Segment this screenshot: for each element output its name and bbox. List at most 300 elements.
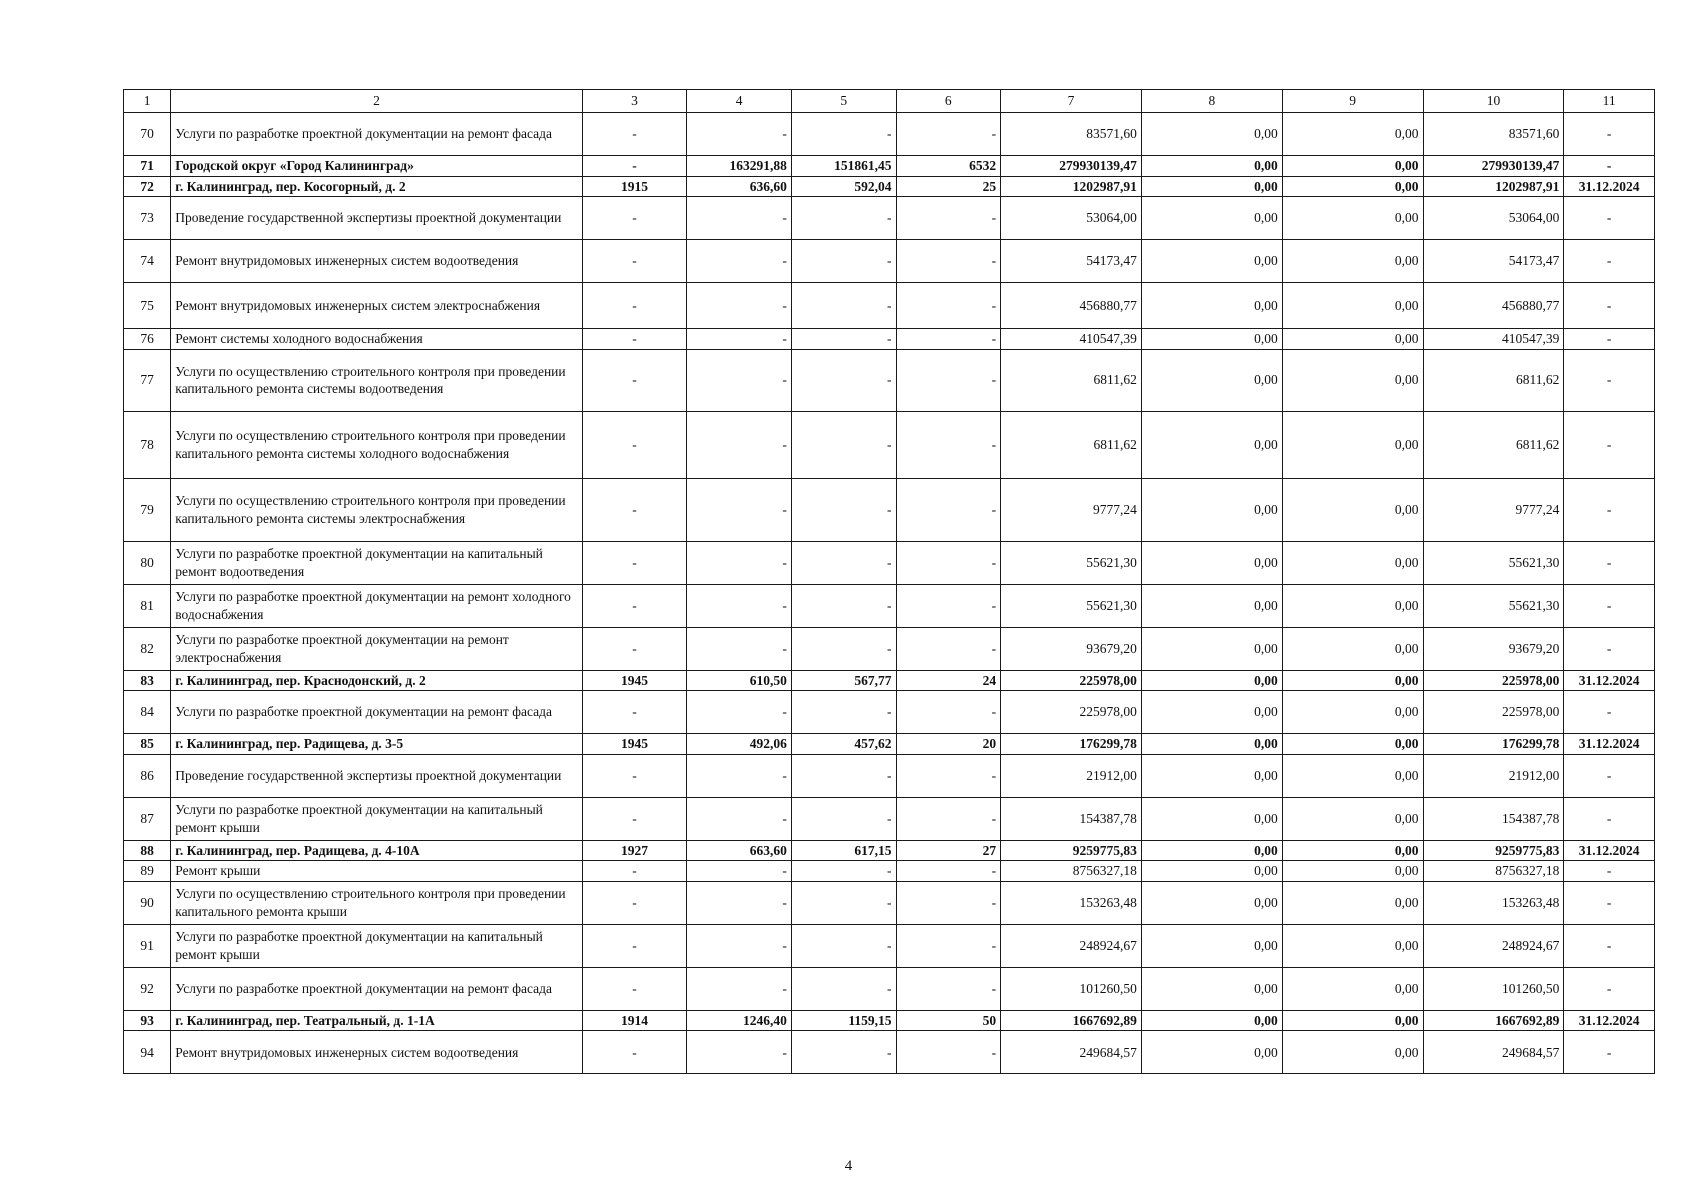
col5-cell: - <box>791 754 896 797</box>
col6-cell: 50 <box>896 1010 1001 1031</box>
col6-cell: - <box>896 240 1001 283</box>
col7-cell: 55621,30 <box>1001 584 1142 627</box>
table-row <box>124 1031 1655 1074</box>
row-number-cell: 90 <box>124 881 171 924</box>
date-cell: - <box>1564 797 1655 840</box>
description-cell: Услуги по осуществлению строительного контроля при проведении капитального ремонта системы водоотведения <box>171 349 582 411</box>
col6-cell: 20 <box>896 734 1001 755</box>
col9-cell: 0,00 <box>1282 584 1423 627</box>
table-row <box>124 176 1655 197</box>
col5-cell: - <box>791 113 896 156</box>
col5-cell: - <box>791 691 896 734</box>
description-cell: Ремонт системы холодного водоснабжения <box>171 329 582 350</box>
date-cell: - <box>1564 691 1655 734</box>
header-cell: 5 <box>791 90 896 113</box>
col7-cell: 249684,57 <box>1001 1031 1142 1074</box>
col7-cell: 279930139,47 <box>1001 156 1142 177</box>
col8-cell: 0,00 <box>1141 541 1282 584</box>
col6-cell: - <box>896 349 1001 411</box>
col10-cell: 225978,00 <box>1423 691 1564 734</box>
col5-cell: - <box>791 329 896 350</box>
col5-cell: - <box>791 924 896 967</box>
description-cell: Проведение государственной экспертизы проектной документации <box>171 754 582 797</box>
year-cell: 1945 <box>582 734 687 755</box>
col4-cell: - <box>687 691 792 734</box>
table-row <box>124 156 1655 177</box>
col5-cell: - <box>791 541 896 584</box>
col6-cell: - <box>896 197 1001 240</box>
col9-cell: 0,00 <box>1282 734 1423 755</box>
col7-cell: 6811,62 <box>1001 411 1142 478</box>
col8-cell: 0,00 <box>1141 1010 1282 1031</box>
description-cell: Услуги по осуществлению строительного контроля при проведении капитального ремонта крыши <box>171 881 582 924</box>
col6-cell: - <box>896 411 1001 478</box>
col10-cell: 9777,24 <box>1423 478 1564 541</box>
col5-cell: 567,77 <box>791 670 896 691</box>
date-cell: - <box>1564 411 1655 478</box>
col6-cell: - <box>896 861 1001 882</box>
col6-cell: - <box>896 691 1001 734</box>
table-row <box>124 924 1655 967</box>
col4-cell: - <box>687 627 792 670</box>
description-cell: г. Калининград, пер. Радищева, д. 4-10А <box>171 840 582 861</box>
description-cell: Услуги по осуществлению строительного контроля при проведении капитального ремонта системы холодного водоснабжения <box>171 411 582 478</box>
table-row <box>124 967 1655 1010</box>
row-number-cell: 78 <box>124 411 171 478</box>
date-cell: - <box>1564 283 1655 329</box>
col6-cell: - <box>896 754 1001 797</box>
col8-cell: 0,00 <box>1141 349 1282 411</box>
col7-cell: 9259775,83 <box>1001 840 1142 861</box>
col10-cell: 21912,00 <box>1423 754 1564 797</box>
date-cell: - <box>1564 627 1655 670</box>
col9-cell: 0,00 <box>1282 349 1423 411</box>
col6-cell: - <box>896 113 1001 156</box>
year-cell: 1927 <box>582 840 687 861</box>
col8-cell: 0,00 <box>1141 1031 1282 1074</box>
col5-cell: 617,15 <box>791 840 896 861</box>
col10-cell: 6811,62 <box>1423 411 1564 478</box>
row-number-cell: 92 <box>124 967 171 1010</box>
row-number-cell: 83 <box>124 670 171 691</box>
col8-cell: 0,00 <box>1141 840 1282 861</box>
col10-cell: 93679,20 <box>1423 627 1564 670</box>
col9-cell: 0,00 <box>1282 176 1423 197</box>
col4-cell: - <box>687 881 792 924</box>
col8-cell: 0,00 <box>1141 176 1282 197</box>
col10-cell: 279930139,47 <box>1423 156 1564 177</box>
year-cell: - <box>582 754 687 797</box>
year-cell: - <box>582 881 687 924</box>
col10-cell: 225978,00 <box>1423 670 1564 691</box>
col5-cell: - <box>791 478 896 541</box>
col4-cell: - <box>687 197 792 240</box>
table-row <box>124 861 1655 882</box>
col7-cell: 153263,48 <box>1001 881 1142 924</box>
col7-cell: 53064,00 <box>1001 197 1142 240</box>
col7-cell: 55621,30 <box>1001 541 1142 584</box>
col5-cell: - <box>791 797 896 840</box>
table-row <box>124 240 1655 283</box>
row-number-cell: 89 <box>124 861 171 882</box>
col6-cell: 25 <box>896 176 1001 197</box>
year-cell: 1945 <box>582 670 687 691</box>
col4-cell: - <box>687 349 792 411</box>
col6-cell: - <box>896 797 1001 840</box>
col5-cell: 457,62 <box>791 734 896 755</box>
col9-cell: 0,00 <box>1282 691 1423 734</box>
year-cell: 1915 <box>582 176 687 197</box>
col7-cell: 410547,39 <box>1001 329 1142 350</box>
col5-cell: 151861,45 <box>791 156 896 177</box>
table-row <box>124 349 1655 411</box>
description-cell: Ремонт внутридомовых инженерных систем электроснабжения <box>171 283 582 329</box>
col8-cell: 0,00 <box>1141 754 1282 797</box>
table-row <box>124 197 1655 240</box>
col6-cell: 24 <box>896 670 1001 691</box>
col4-cell: - <box>687 478 792 541</box>
col9-cell: 0,00 <box>1282 861 1423 882</box>
header-cell: 4 <box>687 90 792 113</box>
header-cell: 3 <box>582 90 687 113</box>
table-row <box>124 329 1655 350</box>
header-cell: 6 <box>896 90 1001 113</box>
col10-cell: 1667692,89 <box>1423 1010 1564 1031</box>
header-cell: 10 <box>1423 90 1564 113</box>
date-cell: - <box>1564 1031 1655 1074</box>
col4-cell: - <box>687 283 792 329</box>
col5-cell: 592,04 <box>791 176 896 197</box>
col4-cell: - <box>687 329 792 350</box>
col4-cell: 610,50 <box>687 670 792 691</box>
col10-cell: 53064,00 <box>1423 197 1564 240</box>
table-row <box>124 734 1655 755</box>
date-cell: 31.12.2024 <box>1564 734 1655 755</box>
date-cell: 31.12.2024 <box>1564 840 1655 861</box>
description-cell: Ремонт крыши <box>171 861 582 882</box>
row-number-cell: 91 <box>124 924 171 967</box>
description-cell: Услуги по осуществлению строительного контроля при проведении капитального ремонта системы электроснабжения <box>171 478 582 541</box>
col4-cell: 636,60 <box>687 176 792 197</box>
col9-cell: 0,00 <box>1282 197 1423 240</box>
col10-cell: 6811,62 <box>1423 349 1564 411</box>
table-row <box>124 881 1655 924</box>
col8-cell: 0,00 <box>1141 197 1282 240</box>
data-table <box>123 89 1655 1074</box>
col9-cell: 0,00 <box>1282 329 1423 350</box>
description-cell: Услуги по разработке проектной документации на капитальный ремонт водоотведения <box>171 541 582 584</box>
description-cell: Городской округ «Город Калининград» <box>171 156 582 177</box>
year-cell: - <box>582 691 687 734</box>
description-cell: г. Калининград, пер. Краснодонский, д. 2 <box>171 670 582 691</box>
date-cell: - <box>1564 156 1655 177</box>
description-cell: г. Калининград, пер. Радищева, д. 3-5 <box>171 734 582 755</box>
table-row <box>124 797 1655 840</box>
col9-cell: 0,00 <box>1282 670 1423 691</box>
table-row <box>124 840 1655 861</box>
col10-cell: 153263,48 <box>1423 881 1564 924</box>
description-cell: Услуги по разработке проектной документации на капитальный ремонт крыши <box>171 924 582 967</box>
col6-cell: - <box>896 881 1001 924</box>
col6-cell: - <box>896 924 1001 967</box>
col7-cell: 456880,77 <box>1001 283 1142 329</box>
col8-cell: 0,00 <box>1141 734 1282 755</box>
col8-cell: 0,00 <box>1141 797 1282 840</box>
col6-cell: - <box>896 584 1001 627</box>
row-number-cell: 77 <box>124 349 171 411</box>
year-cell: - <box>582 584 687 627</box>
col6-cell: 6532 <box>896 156 1001 177</box>
header-cell: 1 <box>124 90 171 113</box>
date-cell: - <box>1564 861 1655 882</box>
header-cell: 11 <box>1564 90 1655 113</box>
col10-cell: 54173,47 <box>1423 240 1564 283</box>
table-row <box>124 584 1655 627</box>
year-cell: - <box>582 967 687 1010</box>
col9-cell: 0,00 <box>1282 881 1423 924</box>
description-cell: Услуги по разработке проектной документации на ремонт фасада <box>171 691 582 734</box>
description-cell: Услуги по разработке проектной документации на ремонт фасада <box>171 113 582 156</box>
row-number-cell: 71 <box>124 156 171 177</box>
date-cell: - <box>1564 754 1655 797</box>
row-number-cell: 85 <box>124 734 171 755</box>
description-cell: Услуги по разработке проектной документации на капитальный ремонт крыши <box>171 797 582 840</box>
col8-cell: 0,00 <box>1141 584 1282 627</box>
col10-cell: 8756327,18 <box>1423 861 1564 882</box>
header-cell: 7 <box>1001 90 1142 113</box>
col6-cell: 27 <box>896 840 1001 861</box>
date-cell: 31.12.2024 <box>1564 1010 1655 1031</box>
year-cell: 1914 <box>582 1010 687 1031</box>
table-row <box>124 670 1655 691</box>
col10-cell: 410547,39 <box>1423 329 1564 350</box>
col10-cell: 9259775,83 <box>1423 840 1564 861</box>
col6-cell: - <box>896 541 1001 584</box>
date-cell: - <box>1564 240 1655 283</box>
col6-cell: - <box>896 478 1001 541</box>
description-cell: Проведение государственной экспертизы проектной документации <box>171 197 582 240</box>
table-row <box>124 283 1655 329</box>
date-cell: - <box>1564 924 1655 967</box>
col8-cell: 0,00 <box>1141 156 1282 177</box>
description-cell: Услуги по разработке проектной документации на ремонт холодного водоснабжения <box>171 584 582 627</box>
col6-cell: - <box>896 1031 1001 1074</box>
table-row <box>124 627 1655 670</box>
col6-cell: - <box>896 967 1001 1010</box>
table-row <box>124 541 1655 584</box>
page-number: 4 <box>844 1158 853 1174</box>
date-cell: - <box>1564 478 1655 541</box>
date-cell: 31.12.2024 <box>1564 176 1655 197</box>
description-cell: г. Калининград, пер. Косогорный, д. 2 <box>171 176 582 197</box>
description-cell: Ремонт внутридомовых инженерных систем водоотведения <box>171 240 582 283</box>
col7-cell: 83571,60 <box>1001 113 1142 156</box>
year-cell: - <box>582 861 687 882</box>
col10-cell: 55621,30 <box>1423 584 1564 627</box>
col7-cell: 248924,67 <box>1001 924 1142 967</box>
year-cell: - <box>582 197 687 240</box>
year-cell: - <box>582 329 687 350</box>
col4-cell: 663,60 <box>687 840 792 861</box>
row-number-cell: 88 <box>124 840 171 861</box>
col7-cell: 6811,62 <box>1001 349 1142 411</box>
col5-cell: - <box>791 861 896 882</box>
table-row <box>124 691 1655 734</box>
col4-cell: - <box>687 967 792 1010</box>
date-cell: - <box>1564 584 1655 627</box>
col7-cell: 1202987,91 <box>1001 176 1142 197</box>
col9-cell: 0,00 <box>1282 1031 1423 1074</box>
row-number-cell: 76 <box>124 329 171 350</box>
row-number-cell: 94 <box>124 1031 171 1074</box>
col4-cell: - <box>687 797 792 840</box>
col5-cell: - <box>791 1031 896 1074</box>
year-cell: - <box>582 541 687 584</box>
col10-cell: 1202987,91 <box>1423 176 1564 197</box>
column-number-header-row <box>124 90 1655 113</box>
col8-cell: 0,00 <box>1141 283 1282 329</box>
col8-cell: 0,00 <box>1141 411 1282 478</box>
col4-cell: - <box>687 1031 792 1074</box>
table-row <box>124 411 1655 478</box>
row-number-cell: 72 <box>124 176 171 197</box>
col4-cell: - <box>687 113 792 156</box>
col7-cell: 9777,24 <box>1001 478 1142 541</box>
row-number-cell: 79 <box>124 478 171 541</box>
row-number-cell: 93 <box>124 1010 171 1031</box>
col10-cell: 154387,78 <box>1423 797 1564 840</box>
row-number-cell: 74 <box>124 240 171 283</box>
col8-cell: 0,00 <box>1141 861 1282 882</box>
col9-cell: 0,00 <box>1282 840 1423 861</box>
col4-cell: - <box>687 240 792 283</box>
col4-cell: - <box>687 584 792 627</box>
col8-cell: 0,00 <box>1141 967 1282 1010</box>
col9-cell: 0,00 <box>1282 797 1423 840</box>
row-number-cell: 70 <box>124 113 171 156</box>
col9-cell: 0,00 <box>1282 156 1423 177</box>
col9-cell: 0,00 <box>1282 411 1423 478</box>
col9-cell: 0,00 <box>1282 541 1423 584</box>
col5-cell: 1159,15 <box>791 1010 896 1031</box>
row-number-cell: 82 <box>124 627 171 670</box>
col5-cell: - <box>791 197 896 240</box>
col7-cell: 1667692,89 <box>1001 1010 1142 1031</box>
date-cell: - <box>1564 329 1655 350</box>
header-cell: 9 <box>1282 90 1423 113</box>
year-cell: - <box>582 478 687 541</box>
col5-cell: - <box>791 240 896 283</box>
col9-cell: 0,00 <box>1282 627 1423 670</box>
year-cell: - <box>582 924 687 967</box>
col6-cell: - <box>896 283 1001 329</box>
header-cell: 2 <box>171 90 582 113</box>
col9-cell: 0,00 <box>1282 113 1423 156</box>
col8-cell: 0,00 <box>1141 478 1282 541</box>
col5-cell: - <box>791 411 896 478</box>
row-number-cell: 87 <box>124 797 171 840</box>
col5-cell: - <box>791 967 896 1010</box>
col10-cell: 456880,77 <box>1423 283 1564 329</box>
date-cell: - <box>1564 113 1655 156</box>
description-cell: г. Калининград, пер. Театральный, д. 1-1А <box>171 1010 582 1031</box>
col7-cell: 176299,78 <box>1001 734 1142 755</box>
col8-cell: 0,00 <box>1141 240 1282 283</box>
date-cell: - <box>1564 541 1655 584</box>
col7-cell: 225978,00 <box>1001 670 1142 691</box>
date-cell: - <box>1564 881 1655 924</box>
col9-cell: 0,00 <box>1282 240 1423 283</box>
year-cell: - <box>582 349 687 411</box>
col10-cell: 83571,60 <box>1423 113 1564 156</box>
col5-cell: - <box>791 349 896 411</box>
table-row <box>124 1010 1655 1031</box>
header-cell: 8 <box>1141 90 1282 113</box>
col10-cell: 249684,57 <box>1423 1031 1564 1074</box>
col10-cell: 101260,50 <box>1423 967 1564 1010</box>
table-row <box>124 113 1655 156</box>
row-number-cell: 81 <box>124 584 171 627</box>
col9-cell: 0,00 <box>1282 283 1423 329</box>
col6-cell: - <box>896 627 1001 670</box>
row-number-cell: 84 <box>124 691 171 734</box>
row-number-cell: 73 <box>124 197 171 240</box>
col4-cell: - <box>687 754 792 797</box>
col7-cell: 54173,47 <box>1001 240 1142 283</box>
col7-cell: 101260,50 <box>1001 967 1142 1010</box>
description-cell: Ремонт внутридомовых инженерных систем водоотведения <box>171 1031 582 1074</box>
year-cell: - <box>582 240 687 283</box>
col5-cell: - <box>791 881 896 924</box>
description-cell: Услуги по разработке проектной документации на ремонт электроснабжения <box>171 627 582 670</box>
col7-cell: 93679,20 <box>1001 627 1142 670</box>
year-cell: - <box>582 156 687 177</box>
date-cell: - <box>1564 967 1655 1010</box>
col7-cell: 154387,78 <box>1001 797 1142 840</box>
col9-cell: 0,00 <box>1282 967 1423 1010</box>
year-cell: - <box>582 113 687 156</box>
date-cell: - <box>1564 349 1655 411</box>
col4-cell: - <box>687 924 792 967</box>
col8-cell: 0,00 <box>1141 627 1282 670</box>
table-row <box>124 754 1655 797</box>
year-cell: - <box>582 627 687 670</box>
col5-cell: - <box>791 584 896 627</box>
col10-cell: 55621,30 <box>1423 541 1564 584</box>
col4-cell: - <box>687 541 792 584</box>
col9-cell: 0,00 <box>1282 1010 1423 1031</box>
col8-cell: 0,00 <box>1141 881 1282 924</box>
date-cell: - <box>1564 197 1655 240</box>
table-row <box>124 478 1655 541</box>
col7-cell: 21912,00 <box>1001 754 1142 797</box>
col9-cell: 0,00 <box>1282 924 1423 967</box>
col7-cell: 225978,00 <box>1001 691 1142 734</box>
col9-cell: 0,00 <box>1282 478 1423 541</box>
col8-cell: 0,00 <box>1141 670 1282 691</box>
col6-cell: - <box>896 329 1001 350</box>
col4-cell: 492,06 <box>687 734 792 755</box>
col5-cell: - <box>791 627 896 670</box>
col8-cell: 0,00 <box>1141 329 1282 350</box>
year-cell: - <box>582 411 687 478</box>
col9-cell: 0,00 <box>1282 754 1423 797</box>
col4-cell: - <box>687 861 792 882</box>
year-cell: - <box>582 797 687 840</box>
row-number-cell: 80 <box>124 541 171 584</box>
col4-cell: - <box>687 411 792 478</box>
description-cell: Услуги по разработке проектной документации на ремонт фасада <box>171 967 582 1010</box>
